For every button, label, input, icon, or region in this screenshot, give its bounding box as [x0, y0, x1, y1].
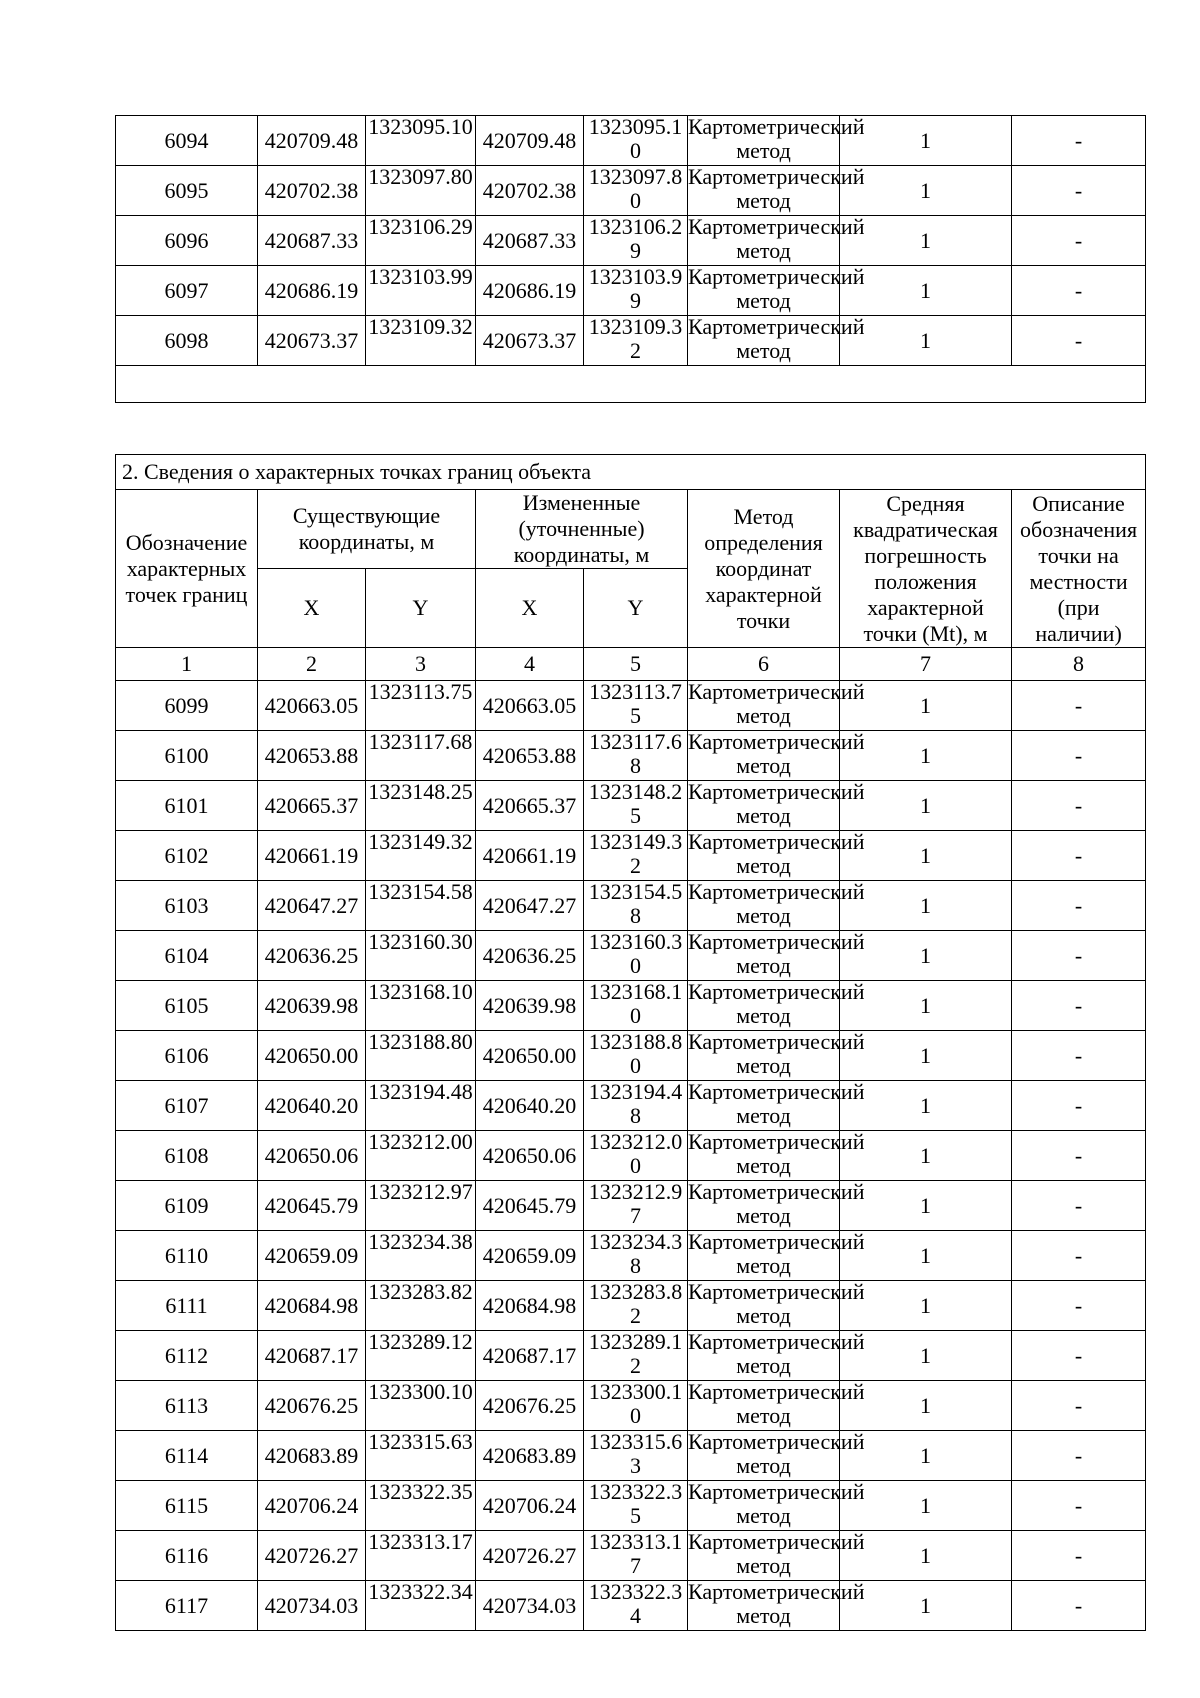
- x-changed-cell: 420709.48: [482, 127, 577, 153]
- error-cell: 1: [920, 942, 931, 968]
- x-changed-cell: 420706.24: [482, 1492, 577, 1518]
- y-existing-cell: 1323117.68: [368, 728, 473, 754]
- description-cell: -: [1074, 1492, 1083, 1518]
- y-existing-cell: 1323106.29: [368, 213, 473, 239]
- description-cell: -: [1074, 692, 1083, 718]
- description-cell: -: [1074, 742, 1083, 768]
- method-cell: Картометрический метод: [688, 928, 865, 978]
- description-cell: -: [1074, 1592, 1083, 1618]
- x-existing-cell: 420726.27: [264, 1542, 359, 1568]
- table-row: [116, 1481, 1146, 1531]
- y-changed-cell: 1323148.25: [588, 778, 683, 828]
- y-existing-cell: 1323315.63: [368, 1428, 473, 1454]
- table-row: [116, 316, 1146, 366]
- table-row: [116, 1281, 1146, 1331]
- point-id-cell: 6104: [164, 942, 209, 968]
- description-cell: -: [1074, 177, 1083, 203]
- y-changed-cell: 1323103.99: [588, 263, 683, 313]
- y-changed-cell: 1323188.80: [588, 1028, 683, 1078]
- point-id-cell: 6110: [164, 1242, 209, 1268]
- method-cell: Картометрический метод: [688, 213, 865, 263]
- x-existing-cell: 420734.03: [264, 1592, 359, 1618]
- x-existing-cell: 420686.19: [264, 277, 359, 303]
- table-row: [116, 1081, 1146, 1131]
- x-existing-cell: 420653.88: [264, 742, 359, 768]
- y-changed-cell: 1323322.35: [588, 1478, 683, 1528]
- x-existing-cell: 420639.98: [264, 992, 359, 1018]
- table-row: [116, 1531, 1146, 1581]
- description-cell: -: [1074, 1092, 1083, 1118]
- point-id-cell: 6102: [164, 842, 209, 868]
- method-cell: Картометрический метод: [688, 878, 865, 928]
- error-cell: 1: [920, 1392, 931, 1418]
- method-cell: Картометрический метод: [688, 778, 865, 828]
- x-changed-cell: 420687.33: [482, 227, 577, 253]
- table-row: [116, 931, 1146, 981]
- method-cell: Картометрический метод: [688, 828, 865, 878]
- header-x-existing: X: [258, 569, 366, 648]
- error-cell: 1: [920, 1042, 931, 1068]
- x-existing-cell: 420676.25: [264, 1392, 359, 1418]
- description-cell: -: [1074, 127, 1083, 153]
- y-existing-cell: 1323109.32: [368, 313, 473, 339]
- method-cell: Картометрический метод: [688, 1278, 865, 1328]
- column-number-row: [116, 648, 1146, 681]
- header-x-changed: X: [476, 569, 584, 648]
- point-id-cell: 6099: [164, 692, 209, 718]
- y-existing-cell: 1323160.30: [368, 928, 473, 954]
- x-changed-cell: 420686.19: [482, 277, 577, 303]
- y-changed-cell: 1323283.82: [588, 1278, 683, 1328]
- point-id-cell: 6112: [164, 1342, 209, 1368]
- method-cell: Картометрический метод: [688, 113, 865, 163]
- column-number: 6: [688, 648, 840, 681]
- description-cell: -: [1074, 327, 1083, 353]
- point-id-cell: 6106: [164, 1042, 209, 1068]
- x-existing-cell: 420661.19: [264, 842, 359, 868]
- x-changed-cell: 420659.09: [482, 1242, 577, 1268]
- point-id-cell: 6113: [164, 1392, 209, 1418]
- x-changed-cell: 420687.17: [482, 1342, 577, 1368]
- table-row: [116, 731, 1146, 781]
- y-changed-cell: 1323160.30: [588, 928, 683, 978]
- error-cell: 1: [920, 1442, 931, 1468]
- method-cell: Картометрический метод: [688, 1378, 865, 1428]
- table-row: [116, 1181, 1146, 1231]
- x-changed-cell: 420636.25: [482, 942, 577, 968]
- y-changed-cell: 1323313.17: [588, 1528, 683, 1578]
- x-existing-cell: 420640.20: [264, 1092, 359, 1118]
- x-changed-cell: 420639.98: [482, 992, 577, 1018]
- point-id-cell: 6109: [164, 1192, 209, 1218]
- point-id-cell: 6096: [164, 227, 209, 253]
- y-changed-cell: 1323322.34: [588, 1578, 683, 1628]
- y-changed-cell: 1323300.10: [588, 1378, 683, 1428]
- y-changed-cell: 1323154.58: [588, 878, 683, 928]
- description-cell: -: [1074, 992, 1083, 1018]
- column-number: 7: [840, 648, 1012, 681]
- point-id-cell: 6103: [164, 892, 209, 918]
- y-existing-cell: 1323113.75: [368, 678, 473, 704]
- method-cell: Картометрический метод: [688, 1228, 865, 1278]
- table-row: [116, 831, 1146, 881]
- description-cell: -: [1074, 1142, 1083, 1168]
- x-changed-cell: 420653.88: [482, 742, 577, 768]
- error-cell: 1: [920, 1092, 931, 1118]
- method-cell: Картометрический метод: [688, 978, 865, 1028]
- header-error: Средняя квадратическая погрешность положения характерной точки (Mt), м: [840, 490, 1012, 648]
- x-changed-cell: 420663.05: [482, 692, 577, 718]
- section-title: 2. Сведения о характерных точках границ объекта: [116, 455, 1146, 490]
- method-cell: Картометрический метод: [688, 1078, 865, 1128]
- error-cell: 1: [920, 842, 931, 868]
- error-cell: 1: [920, 1492, 931, 1518]
- y-changed-cell: 1323149.32: [588, 828, 683, 878]
- y-changed-cell: 1323109.32: [588, 313, 683, 363]
- table-row: [116, 1131, 1146, 1181]
- x-changed-cell: 420702.38: [482, 177, 577, 203]
- y-existing-cell: 1323095.10: [368, 113, 473, 139]
- x-changed-cell: 420661.19: [482, 842, 577, 868]
- table-row: [116, 1581, 1146, 1631]
- error-cell: 1: [920, 892, 931, 918]
- y-existing-cell: 1323097.80: [368, 163, 473, 189]
- method-cell: Картометрический метод: [688, 1578, 865, 1628]
- header-designation: Обозначение характерных точек границ: [116, 490, 258, 648]
- x-existing-cell: 420663.05: [264, 692, 359, 718]
- table-row: [116, 116, 1146, 166]
- x-existing-cell: 420647.27: [264, 892, 359, 918]
- description-cell: -: [1074, 942, 1083, 968]
- table-row: [116, 1381, 1146, 1431]
- y-changed-cell: 1323212.97: [588, 1178, 683, 1228]
- table-row: [116, 781, 1146, 831]
- table-row: [116, 216, 1146, 266]
- x-existing-cell: 420706.24: [264, 1492, 359, 1518]
- method-cell: Картометрический метод: [688, 263, 865, 313]
- y-changed-cell: 1323194.48: [588, 1078, 683, 1128]
- x-existing-cell: 420645.79: [264, 1192, 359, 1218]
- method-cell: Картометрический метод: [688, 1428, 865, 1478]
- boundary-points-table-body: [116, 678, 1146, 1631]
- error-cell: 1: [920, 792, 931, 818]
- y-existing-cell: 1323300.10: [368, 1378, 473, 1404]
- method-cell: Картометрический метод: [688, 728, 865, 778]
- table-row: [116, 1031, 1146, 1081]
- y-existing-cell: 1323149.32: [368, 828, 473, 854]
- continuation-table-body: [116, 113, 1146, 366]
- column-number: 1: [116, 648, 258, 681]
- point-id-cell: 6108: [164, 1142, 209, 1168]
- x-existing-cell: 420687.17: [264, 1342, 359, 1368]
- description-cell: -: [1074, 892, 1083, 918]
- point-id-cell: 6111: [165, 1292, 208, 1318]
- point-id-cell: 6105: [164, 992, 209, 1018]
- description-cell: -: [1074, 1192, 1083, 1218]
- header-description: Описание обозначения точки на местности (при наличии): [1012, 490, 1146, 648]
- y-existing-cell: 1323148.25: [368, 778, 473, 804]
- point-id-cell: 6116: [164, 1542, 209, 1568]
- error-cell: 1: [920, 177, 931, 203]
- x-changed-cell: 420640.20: [482, 1092, 577, 1118]
- y-existing-cell: 1323168.10: [368, 978, 473, 1004]
- header-method: Метод определения координат характерной точки: [688, 490, 840, 648]
- table-row: [116, 881, 1146, 931]
- error-cell: 1: [920, 742, 931, 768]
- table-row: [116, 166, 1146, 216]
- x-existing-cell: 420650.06: [264, 1142, 359, 1168]
- table-row: [116, 266, 1146, 316]
- x-changed-cell: 420734.03: [482, 1592, 577, 1618]
- error-cell: 1: [920, 227, 931, 253]
- table-row: [116, 1331, 1146, 1381]
- y-existing-cell: 1323283.82: [368, 1278, 473, 1304]
- error-cell: 1: [920, 1592, 931, 1618]
- y-existing-cell: 1323188.80: [368, 1028, 473, 1054]
- y-changed-cell: 1323106.29: [588, 213, 683, 263]
- point-id-cell: 6094: [164, 127, 209, 153]
- description-cell: -: [1074, 1292, 1083, 1318]
- point-id-cell: 6095: [164, 177, 209, 203]
- y-changed-cell: 1323234.38: [588, 1228, 683, 1278]
- x-existing-cell: 420636.25: [264, 942, 359, 968]
- y-changed-cell: 1323117.68: [589, 728, 682, 778]
- error-cell: 1: [920, 1192, 931, 1218]
- x-existing-cell: 420687.33: [264, 227, 359, 253]
- x-existing-cell: 420683.89: [264, 1442, 359, 1468]
- continuation-table: [115, 115, 1146, 403]
- boundary-points-table: [115, 454, 1146, 1631]
- x-changed-cell: 420647.27: [482, 892, 577, 918]
- method-cell: Картометрический метод: [688, 1328, 865, 1378]
- x-changed-cell: 420683.89: [482, 1442, 577, 1468]
- y-existing-cell: 1323154.58: [368, 878, 473, 904]
- column-number: 3: [366, 648, 476, 681]
- y-existing-cell: 1323103.99: [368, 263, 473, 289]
- description-cell: -: [1074, 277, 1083, 303]
- error-cell: 1: [920, 327, 931, 353]
- error-cell: 1: [920, 1142, 931, 1168]
- error-cell: 1: [920, 992, 931, 1018]
- error-cell: 1: [920, 1242, 931, 1268]
- x-existing-cell: 420684.98: [264, 1292, 359, 1318]
- method-cell: Картометрический метод: [688, 1028, 865, 1078]
- x-existing-cell: 420650.00: [264, 1042, 359, 1068]
- point-id-cell: 6101: [164, 792, 209, 818]
- header-y-existing: Y: [366, 569, 476, 648]
- x-changed-cell: 420650.00: [482, 1042, 577, 1068]
- header-changed-coordinates: Измененные (уточненные) координаты, м: [476, 490, 688, 569]
- x-changed-cell: 420665.37: [482, 792, 577, 818]
- x-changed-cell: 420650.06: [482, 1142, 577, 1168]
- y-existing-cell: 1323212.00: [368, 1128, 473, 1154]
- method-cell: Картометрический метод: [688, 1178, 865, 1228]
- x-existing-cell: 420709.48: [264, 127, 359, 153]
- description-cell: -: [1074, 1042, 1083, 1068]
- x-changed-cell: 420645.79: [482, 1192, 577, 1218]
- point-id-cell: 6100: [164, 742, 209, 768]
- y-changed-cell: 1323095.10: [588, 113, 683, 163]
- x-changed-cell: 420684.98: [482, 1292, 577, 1318]
- header-existing-coordinates: Существующие координаты, м: [258, 490, 476, 569]
- point-id-cell: 6098: [164, 327, 209, 353]
- description-cell: -: [1074, 1442, 1083, 1468]
- column-number: 8: [1012, 648, 1146, 681]
- description-cell: -: [1074, 1242, 1083, 1268]
- error-cell: 1: [920, 1542, 931, 1568]
- y-existing-cell: 1323322.34: [368, 1578, 473, 1604]
- column-number: 4: [476, 648, 584, 681]
- description-cell: -: [1074, 1392, 1083, 1418]
- method-cell: Картометрический метод: [688, 313, 865, 363]
- x-changed-cell: 420673.37: [482, 327, 577, 353]
- point-id-cell: 6097: [164, 277, 209, 303]
- x-changed-cell: 420676.25: [482, 1392, 577, 1418]
- method-cell: Картометрический метод: [688, 1128, 865, 1178]
- y-existing-cell: 1323212.97: [368, 1178, 473, 1204]
- table-row: [116, 1431, 1146, 1481]
- description-cell: -: [1074, 1342, 1083, 1368]
- description-cell: -: [1074, 792, 1083, 818]
- method-cell: Картометрический метод: [688, 1478, 865, 1528]
- header-y-changed: Y: [584, 569, 688, 648]
- x-existing-cell: 420673.37: [264, 327, 359, 353]
- column-number: 2: [258, 648, 366, 681]
- x-existing-cell: 420702.38: [264, 177, 359, 203]
- description-cell: -: [1074, 842, 1083, 868]
- y-existing-cell: 1323313.17: [368, 1528, 473, 1554]
- y-existing-cell: 1323289.12: [368, 1328, 473, 1354]
- method-cell: Картометрический метод: [688, 1528, 865, 1578]
- description-cell: -: [1074, 227, 1083, 253]
- table-row: [116, 1231, 1146, 1281]
- y-changed-cell: 1323113.75: [589, 678, 682, 728]
- point-id-cell: 6115: [164, 1492, 209, 1518]
- y-existing-cell: 1323194.48: [368, 1078, 473, 1104]
- point-id-cell: 6107: [164, 1092, 209, 1118]
- empty-row: [116, 366, 1146, 403]
- y-changed-cell: 1323289.12: [588, 1328, 683, 1378]
- column-number: 5: [584, 648, 688, 681]
- error-cell: 1: [920, 127, 931, 153]
- method-cell: Картометрический метод: [688, 678, 865, 728]
- description-cell: -: [1074, 1542, 1083, 1568]
- x-changed-cell: 420726.27: [482, 1542, 577, 1568]
- y-changed-cell: 1323168.10: [588, 978, 683, 1028]
- point-id-cell: 6114: [164, 1442, 209, 1468]
- error-cell: 1: [920, 277, 931, 303]
- x-existing-cell: 420665.37: [264, 792, 359, 818]
- table-row: [116, 681, 1146, 731]
- y-existing-cell: 1323234.38: [368, 1228, 473, 1254]
- table-row: [116, 981, 1146, 1031]
- point-id-cell: 6117: [164, 1592, 209, 1618]
- y-changed-cell: 1323212.00: [588, 1128, 683, 1178]
- y-changed-cell: 1323315.63: [588, 1428, 683, 1478]
- error-cell: 1: [920, 1292, 931, 1318]
- x-existing-cell: 420659.09: [264, 1242, 359, 1268]
- error-cell: 1: [920, 1342, 931, 1368]
- method-cell: Картометрический метод: [688, 163, 865, 213]
- y-existing-cell: 1323322.35: [368, 1478, 473, 1504]
- error-cell: 1: [920, 692, 931, 718]
- y-changed-cell: 1323097.80: [588, 163, 683, 213]
